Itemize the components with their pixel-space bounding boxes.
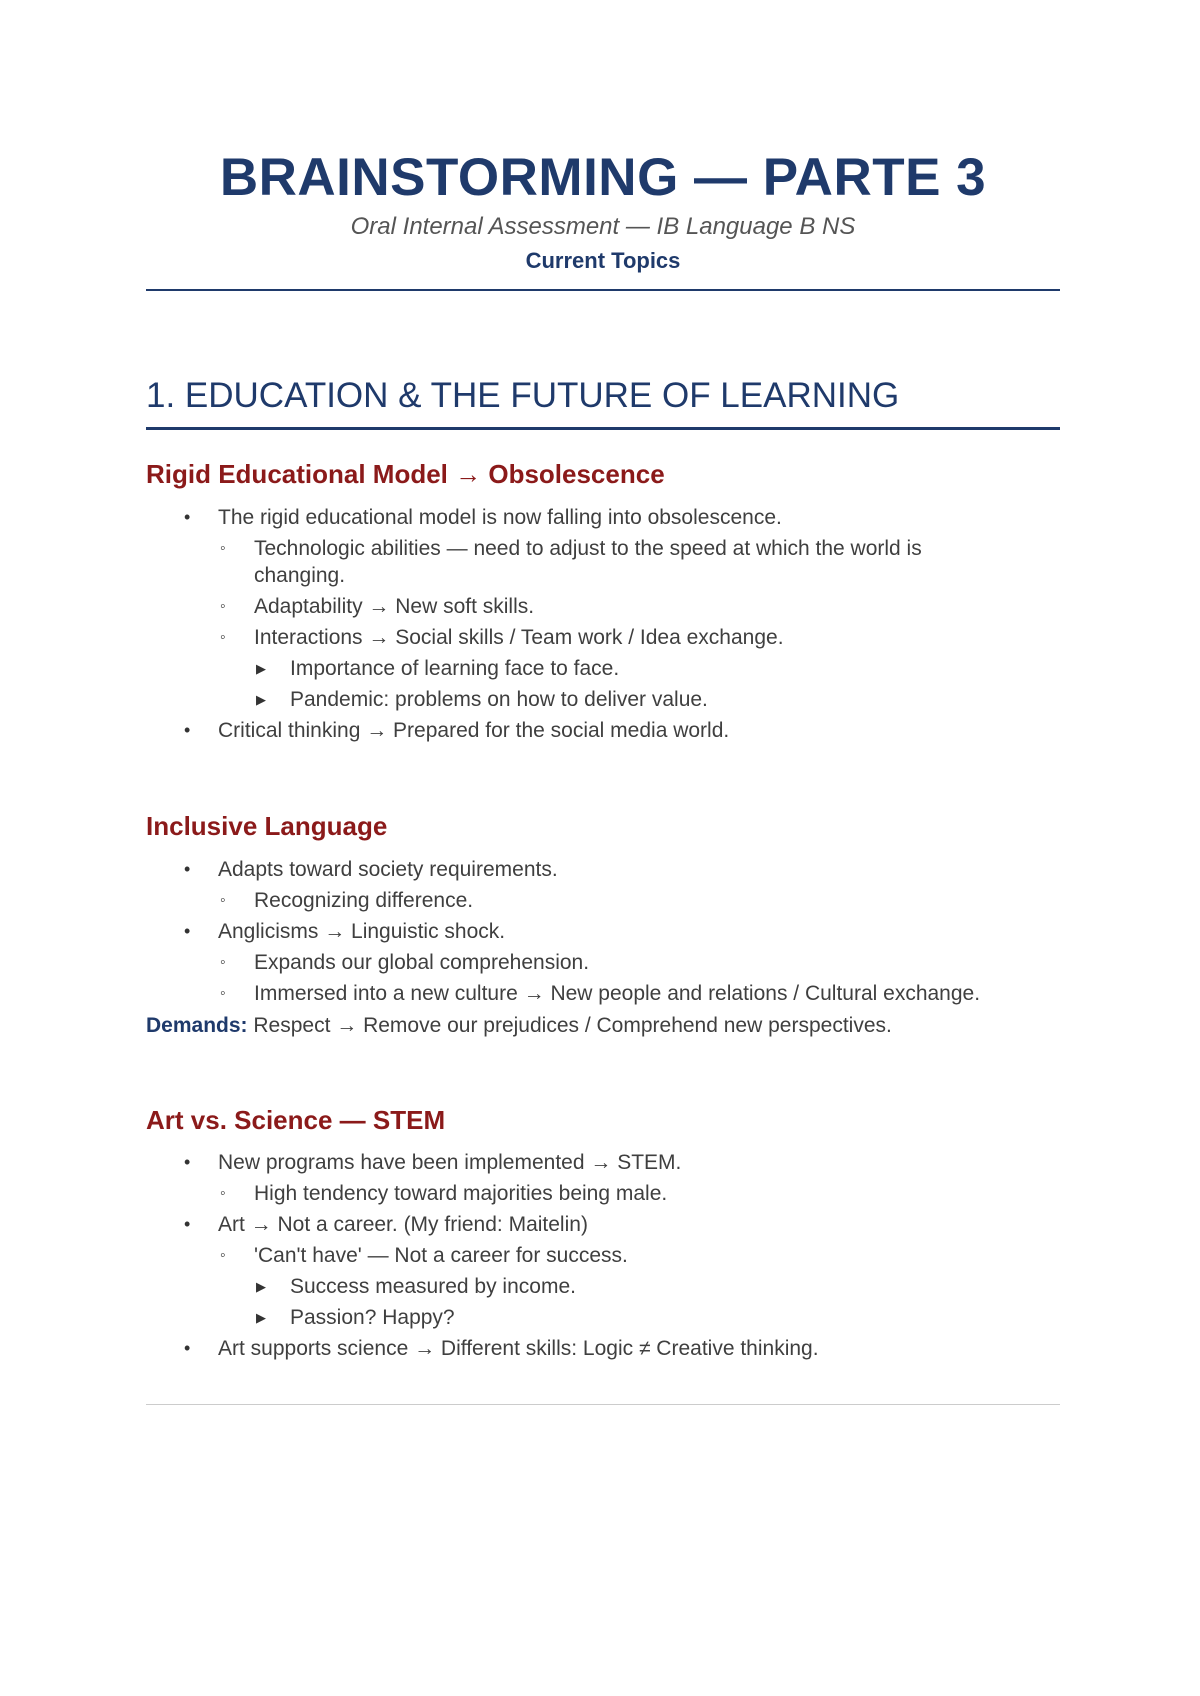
bullet-icon: •: [184, 859, 191, 879]
circle-bullet-icon: ◦: [220, 629, 226, 646]
subheading-rigid-model: Rigid Educational Model → Obsolescence: [146, 459, 665, 489]
list-item: • Critical thinking → Prepared for the social media world.: [184, 719, 730, 742]
list-item: ▶ Passion? Happy?: [256, 1306, 455, 1329]
document-title: BRAINSTORMING — PARTE 3: [219, 148, 987, 207]
circle-bullet-icon: ◦: [220, 954, 226, 971]
demands-text: Respect → Remove our prejudices / Comprehend new perspectives.: [247, 1014, 892, 1037]
triangle-bullet-icon: ▶: [256, 1279, 266, 1294]
circle-bullet-icon: ◦: [220, 892, 226, 909]
circle-bullet-icon: ◦: [220, 1247, 226, 1264]
circle-bullet-icon: ◦: [220, 985, 226, 1002]
section-divider: [146, 427, 1060, 430]
list-item: • New programs have been implemented → STEM.: [184, 1151, 682, 1174]
demands-line: [146, 1012, 1060, 1039]
demands-label: Demands:: [146, 1014, 248, 1037]
circle-bullet-icon: ◦: [220, 1185, 226, 1202]
circle-bullet-icon: ◦: [220, 540, 226, 557]
list-item: ▶ Success measured by income.: [256, 1275, 576, 1298]
bullet-icon: •: [184, 1214, 191, 1234]
list-item: ◦ Recognizing difference.: [220, 889, 474, 912]
triangle-bullet-icon: ▶: [256, 692, 266, 707]
document-tagline: Current Topics: [525, 248, 681, 273]
bullet-icon: •: [184, 720, 191, 740]
list-item: ◦ Adaptability → New soft skills.: [220, 595, 535, 618]
bullet-icon: •: [184, 507, 191, 527]
header-divider: [146, 289, 1060, 291]
subheading-inclusive-language: Inclusive Language: [146, 811, 388, 841]
list-item: ◦ Interactions → Social skills / Team work / Idea exchange.: [220, 626, 784, 649]
list-item: ▶ Importance of learning face to face.: [256, 657, 620, 680]
triangle-bullet-icon: ▶: [256, 661, 266, 676]
list-item: ◦ Expands our global comprehension.: [220, 951, 590, 974]
list-item: • Adapts toward society requirements.: [184, 858, 558, 881]
section-heading: 1. EDUCATION & THE FUTURE OF LEARNING: [146, 376, 900, 415]
list-item: ◦ Technologic abilities — need to adjust to the speed at which the world is changing.: [220, 537, 922, 587]
list-item: • The rigid educational model is now falling into obsolescence.: [184, 506, 782, 529]
document-subtitle: Oral Internal Assessment — IB Language B NS: [350, 213, 856, 240]
list-item: • Art supports science → Different skills: Logic ≠ Creative thinking.: [184, 1337, 819, 1360]
bullet-list-art-vs-science: [146, 1149, 1060, 1366]
bullet-list-inclusive-language: [146, 856, 1060, 1011]
list-item: • Anglicisms → Linguistic shock.: [184, 920, 506, 943]
triangle-bullet-icon: ▶: [256, 1310, 266, 1325]
bullet-icon: •: [184, 1338, 191, 1358]
bullet-icon: •: [184, 921, 191, 941]
bullet-list-rigid-model: [146, 504, 1060, 748]
bullet-icon: •: [184, 1152, 191, 1172]
list-item: ▶ Pandemic: problems on how to deliver value.: [256, 688, 708, 711]
subheading-art-vs-science: Art vs. Science — STEM: [146, 1105, 446, 1135]
footer-divider: [146, 1404, 1060, 1405]
list-item: ◦ Immersed into a new culture → New people and relations / Cultural exchange.: [220, 982, 981, 1005]
list-item: • Art → Not a career. (My friend: Maitelin): [184, 1213, 588, 1236]
list-item: ◦ 'Can't have' — Not a career for success.: [220, 1244, 628, 1267]
list-item: ◦ High tendency toward majorities being male.: [220, 1182, 668, 1205]
circle-bullet-icon: ◦: [220, 598, 226, 615]
